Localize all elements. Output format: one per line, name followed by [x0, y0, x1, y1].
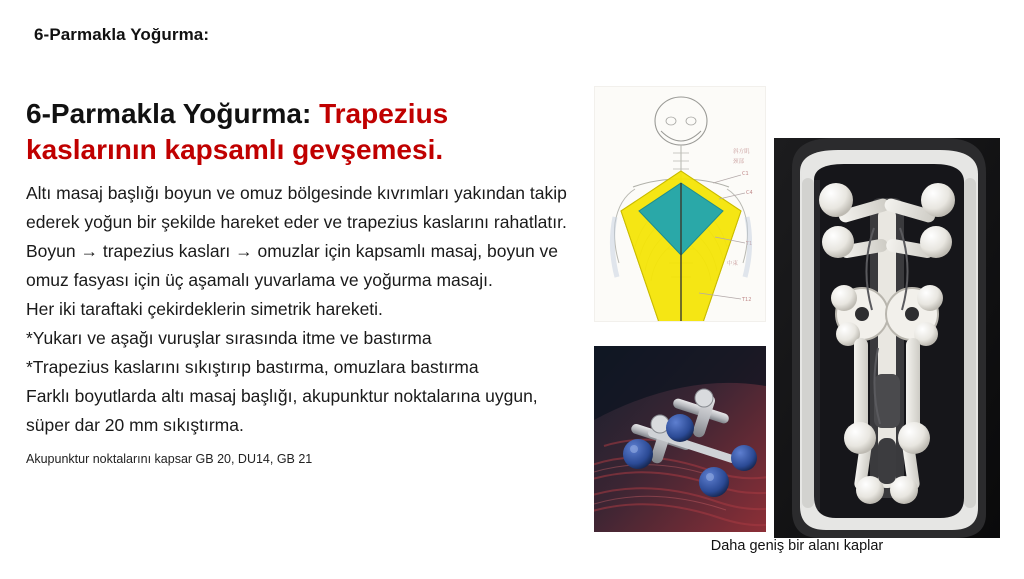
- svg-text:C4: C4: [746, 190, 753, 196]
- svg-text:中束: 中束: [727, 261, 739, 267]
- headline-accent: Trapezius kaslarının kapsamlı gevşemesi.: [26, 98, 449, 165]
- paragraph-2: Her iki taraftaki çekirdeklerin simetrik hareketi.: [26, 299, 383, 320]
- paragraph-4: *Trapezius kaslarını sıkıştırıp bastırma, omuzlara bastırma: [26, 357, 479, 378]
- headline: [26, 96, 586, 167]
- svg-text:颈部: 颈部: [733, 159, 745, 165]
- footnote: Akupunktur noktalarını kapsar GB 20, DU14, GB 21: [26, 451, 313, 466]
- body-text: [26, 179, 586, 440]
- svg-text:C1: C1: [742, 171, 749, 177]
- headline-plain: 6-Parmakla Yoğurma:: [26, 98, 320, 129]
- svg-text:斜方肌: 斜方肌: [733, 149, 750, 155]
- roller-mechanism-svg: [594, 346, 766, 532]
- paragraph-5: Farklı boyutlarda altı masaj başlığı, akupunktur noktalarına uygun, süper dar 20 mm sıkıştırma.: [26, 386, 538, 436]
- roller-mechanism: [594, 346, 766, 532]
- paragraph-1: Altı masaj başlığı boyun ve omuz bölgesinde kıvrımları yakından takip ederek yoğun bir şekilde hareket eder ve trapezius kaslarını rahatlatır. Boyun → trapezius kasları → omuzlar için kapsamlı masaj, boyun ve omuz fasyası için üç aşamalı yuvarlama ve yoğurma masajı.: [26, 183, 567, 291]
- content-column: [26, 96, 586, 468]
- massage-chair-back: [774, 138, 1000, 538]
- slide-title: 6-Parmakla Yoğurma:: [34, 25, 210, 44]
- massage-chair-svg: [774, 138, 1000, 538]
- anatomy-illustration-svg: [595, 87, 766, 322]
- anatomy-diagram: [594, 86, 766, 322]
- svg-text:T12: T12: [742, 297, 752, 303]
- paragraph-3: *Yukarı ve aşağı vuruşlar sırasında itme ve bastırma: [26, 328, 432, 349]
- svg-text:T1: T1: [746, 241, 753, 247]
- image-caption: Daha geniş bir alanı kaplar: [710, 538, 884, 554]
